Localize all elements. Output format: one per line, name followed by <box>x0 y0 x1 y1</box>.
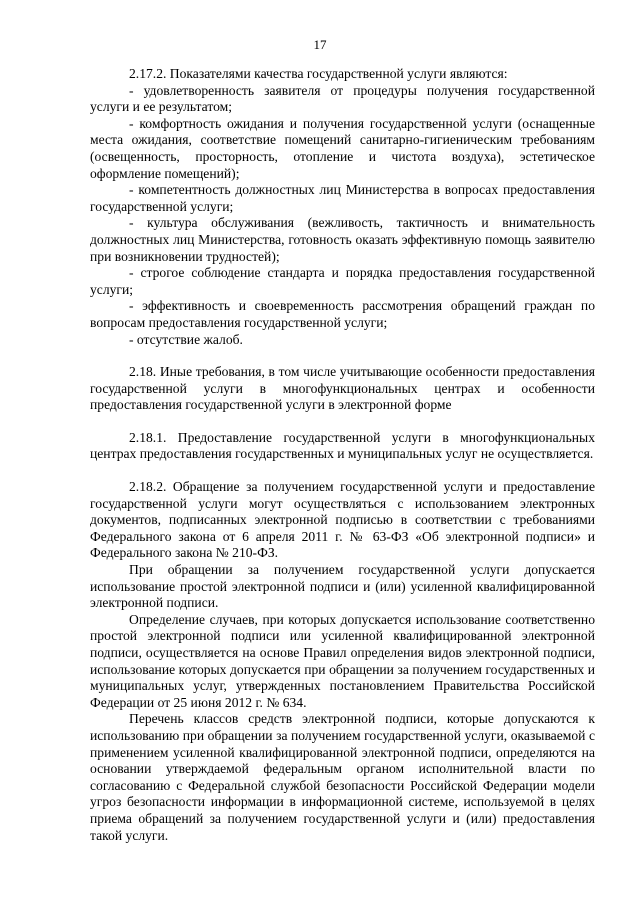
paragraph-2-18-1: 2.18.1. Предоставление государственной услуги в многофункциональных центрах предоставления государственных и муниципальных услуг не осуществляется. <box>90 429 595 462</box>
paragraph-signature-cases: Определение случаев, при которых допускается использование соответственно простой электронной подписи или усиленной квалифицированной электронной подписи, осуществляется на основе Правил определения видов электронной подписи, использование которых допускается при обращении за получением государственных и муниципальных услуг, утвержденных постановлением Правительства Российской Федерации от 25 июня 2012 г. № 634. <box>90 611 595 710</box>
quality-indicator-comfort: - комфортность ожидания и получения государственной услуги (оснащенные места ожидания, соответствие помещений санитарно-гигиеническим требованиям (освещенность, просторность, отопление и чистота воздуха), эстетическое оформление помещений); <box>90 115 595 181</box>
paragraph-signature-classes: Перечень классов средств электронной подписи, которые допускаются к использованию при обращении за получением государственной услуги, оказываемой с применением усиленной квалифицированной электронной подписи, определяются на основании утверждаемой федеральным органом исполнительной власти по согласованию с Федеральной службой безопасности Российской Федерации модели угроз безопасности информации в информационной системе, используемой в целях приема обращений за получением государственной услуги и (или) предоставления такой услуги. <box>90 711 595 843</box>
paragraph-2-17-2-heading: 2.17.2. Показателями качества государственной услуги являются: <box>129 66 508 81</box>
quality-indicator-satisfaction: - удовлетворенность заявителя от процедуры получения государственной услуги и ее результатом; <box>90 82 595 115</box>
quality-indicator-service-culture: - культура обслуживания (вежливость, тактичность и внимательность должностных лиц Министерства, готовность оказать эффективную помощь заявителю при возникновении трудностей); <box>90 215 595 264</box>
quality-indicator-competence: - компетентность должностных лиц Министерства в вопросах предоставления государственной услуги; <box>90 182 595 214</box>
quality-indicator-efficiency: - эффективность и своевременность рассмотрения обращений граждан по вопросам предоставления государственной услуги; <box>90 298 595 330</box>
page-number: 17 <box>313 37 327 52</box>
document-body <box>90 66 595 844</box>
quality-indicator-no-complaints: - отсутствие жалоб. <box>129 331 243 347</box>
paragraph-simple-signature: При обращении за получением государственной услуги допускается использование простой электронной подписи и (или) усиленной квалифицированной электронной подписи. <box>90 562 595 611</box>
quality-indicator-standard-compliance: - строгое соблюдение стандарта и порядка предоставления государственной услуги; <box>90 265 595 297</box>
paragraph-2-18-2: 2.18.2. Обращение за получением государственной услуги и предоставление государственной услуги могут осуществляться с использованием электронных документов, подписанных электронной подписью в соответствии с требованиями Федерального закона от 6 апреля 2011 г. № 63-ФЗ «Об электронной подписи» и Федерального закона № 210-ФЗ. <box>90 479 595 561</box>
section-2-18-heading: 2.18. Иные требования, в том числе учитывающие особенности предоставления государственной услуги в многофункциональных центрах и особенности предоставления государственной услуги в электронной форме <box>90 364 595 413</box>
